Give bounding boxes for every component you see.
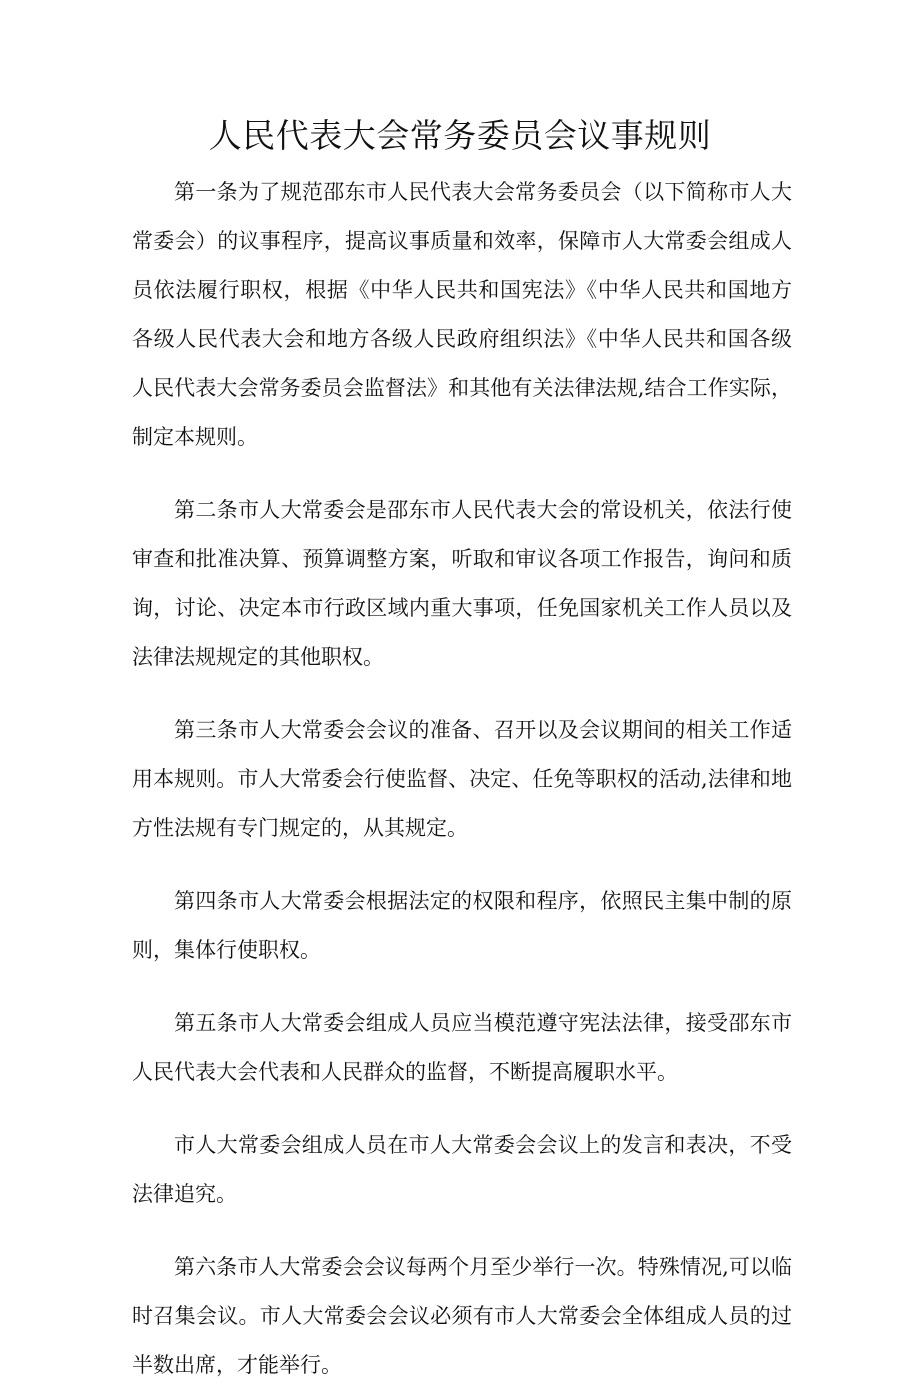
paragraph-article-5-continued: 市人大常委会组成人员在市人大常委会会议上的发言和表决，不受法律追究。 [132,1133,792,1206]
document-title: 人民代表大会常务委员会议事规则 [208,116,712,155]
paragraph-article-2: 第二条市人大常委会是邵东市人民代表大会的常设机关，依法行使审查和批准决算、预算调整方案，听取和审议各项工作报告，询问和质询，讨论、决定本市行政区域内重大事项，任免国家机关工作人员以及法律法规规定的其他职权。 [132,498,792,669]
paragraph-article-1: 第一条为了规范邵东市人民代表大会常务委员会（以下简称市人大常委会）的议事程序，提高议事质量和效率，保障市人大常委会组成人员依法履行职权，根据《中华人民共和国宪法》《中华人民共和国地方各级人民代表大会和地方各级人民政府组织法》《中华人民共和国各级人民代表大会常务委员会监督法》和其他有关法律法规,结合工作实际，制定本规则。 [132,180,792,449]
paragraph-article-5: 第五条市人大常委会组成人员应当模范遵守宪法法律，接受邵东市人民代表大会代表和人民群众的监督，不断提高履职水平。 [132,1011,792,1084]
paragraph-article-6: 第六条市人大常委会会议每两个月至少举行一次。特殊情况,可以临时召集会议。市人大常委会会议必须有市人大常委会全体组成人员的过半数出席，才能举行。 [132,1255,792,1377]
paragraph-article-4: 第四条市人大常委会根据法定的权限和程序，依照民主集中制的原则，集体行使职权。 [132,889,792,962]
document-body [132,168,792,1390]
paragraph-article-3: 第三条市人大常委会会议的准备、召开以及会议期间的相关工作适用本规则。市人大常委会行使监督、决定、任免等职权的活动,法律和地方性法规有专门规定的，从其规定。 [132,718,792,840]
